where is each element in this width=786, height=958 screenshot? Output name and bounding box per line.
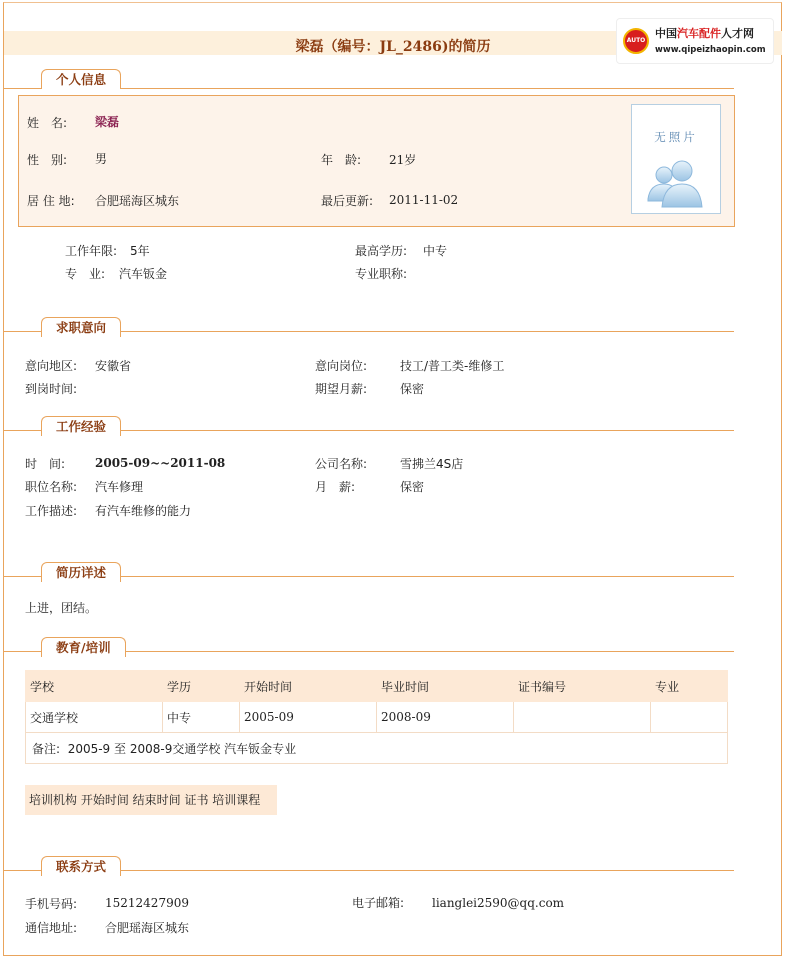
role-value: 汽车修理 <box>95 480 144 494</box>
title-label: 专业职称: <box>355 267 408 281</box>
residence-value: 合肥瑶海区城东 <box>95 194 180 208</box>
gender-label: 性 别: <box>27 153 68 167</box>
logo-text: 中国汽车配件人才网 <box>655 27 754 40</box>
company-label: 公司名称: <box>315 457 368 471</box>
table-cell <box>651 702 728 733</box>
table-header-row <box>26 671 728 702</box>
major-value: 汽车钣金 <box>119 267 168 281</box>
summary-text: 上进，团结。 <box>25 601 98 615</box>
name-value: 梁磊 <box>95 115 120 129</box>
intent-position-value: 技工/普工类-维修工 <box>400 359 505 373</box>
section-tab-experience: 工作经验 <box>41 416 121 436</box>
table-header: 证书编号 <box>514 671 651 702</box>
auto-badge-icon: AUTO <box>623 28 649 54</box>
name-label: 姓 名: <box>27 116 68 130</box>
age-value: 21岁 <box>389 153 417 167</box>
address-value: 合肥瑶海区城东 <box>105 921 190 935</box>
updated-value: 2011-11-02 <box>389 193 459 207</box>
table-cell: 中专 <box>163 702 240 733</box>
page-title: 梁磊（编号：JL_2486)的简历 <box>295 39 491 55</box>
major-label: 专 业: <box>65 267 106 281</box>
no-photo-text: 无照片 <box>654 130 698 144</box>
salary-value: 保密 <box>400 382 425 396</box>
exp-time-value: 2005-09~~2011-08 <box>95 456 226 470</box>
age-label: 年 龄: <box>321 153 362 167</box>
address-label: 通信地址: <box>25 921 78 935</box>
photo-placeholder <box>631 104 721 214</box>
note-value: 2005-9 至 2008-9交通学校 汽车钣金专业 <box>67 741 297 756</box>
pay-value: 保密 <box>400 480 425 494</box>
intent-area-value: 安徽省 <box>95 359 132 373</box>
updated-label: 最后更新: <box>321 194 374 208</box>
degree-label: 最高学历: <box>355 244 408 258</box>
table-cell: 交通学校 <box>26 702 163 733</box>
intent-position-label: 意向岗位: <box>315 359 368 373</box>
company-value: 雪拂兰4S店 <box>400 457 464 471</box>
role-label: 职位名称: <box>25 480 78 494</box>
phone-value: 15212427909 <box>105 896 189 910</box>
section-tab-contact: 联系方式 <box>41 856 121 876</box>
table-cell <box>514 702 651 733</box>
table-header: 开始时间 <box>240 671 377 702</box>
education-table <box>25 670 728 764</box>
logo-url: www.qipeizhaopin.com <box>655 45 766 55</box>
desc-label: 工作描述: <box>25 504 78 518</box>
arrival-label: 到岗时间: <box>25 382 78 396</box>
gender-value: 男 <box>95 152 108 166</box>
phone-label: 手机号码: <box>25 897 78 911</box>
intent-area-label: 意向地区: <box>25 359 78 373</box>
table-row <box>26 702 728 733</box>
user-silhouette-icon <box>646 157 706 209</box>
table-note-row <box>26 733 728 764</box>
table-header: 学历 <box>163 671 240 702</box>
email-value[interactable]: lianglei2590@qq.com <box>432 896 565 910</box>
exp-time-label: 时 间: <box>25 457 66 471</box>
years-value: 5年 <box>130 244 150 258</box>
table-header: 专业 <box>651 671 728 702</box>
site-logo[interactable] <box>616 18 774 64</box>
training-header-bar: 培训机构 开始时间 结束时间 证书 培训课程 <box>25 785 277 815</box>
desc-value: 有汽车维修的能力 <box>95 504 192 518</box>
degree-value: 中专 <box>423 244 448 258</box>
section-tab-education: 教育/培训 <box>41 637 126 657</box>
education-note <box>26 733 728 764</box>
email-label: 电子邮箱: <box>352 896 405 910</box>
table-cell: 2008-09 <box>377 702 514 733</box>
table-header: 毕业时间 <box>377 671 514 702</box>
table-cell: 2005-09 <box>240 702 377 733</box>
table-header: 学校 <box>26 671 163 702</box>
note-label: 备注: <box>32 741 61 756</box>
residence-label: 居 住 地: <box>27 194 75 208</box>
years-label: 工作年限: <box>65 244 118 258</box>
salary-label: 期望月薪: <box>315 382 368 396</box>
section-tab-personal: 个人信息 <box>41 69 121 89</box>
section-tab-summary: 简历详述 <box>41 562 121 582</box>
pay-label: 月 薪: <box>315 480 356 494</box>
section-tab-intent: 求职意向 <box>41 317 121 337</box>
